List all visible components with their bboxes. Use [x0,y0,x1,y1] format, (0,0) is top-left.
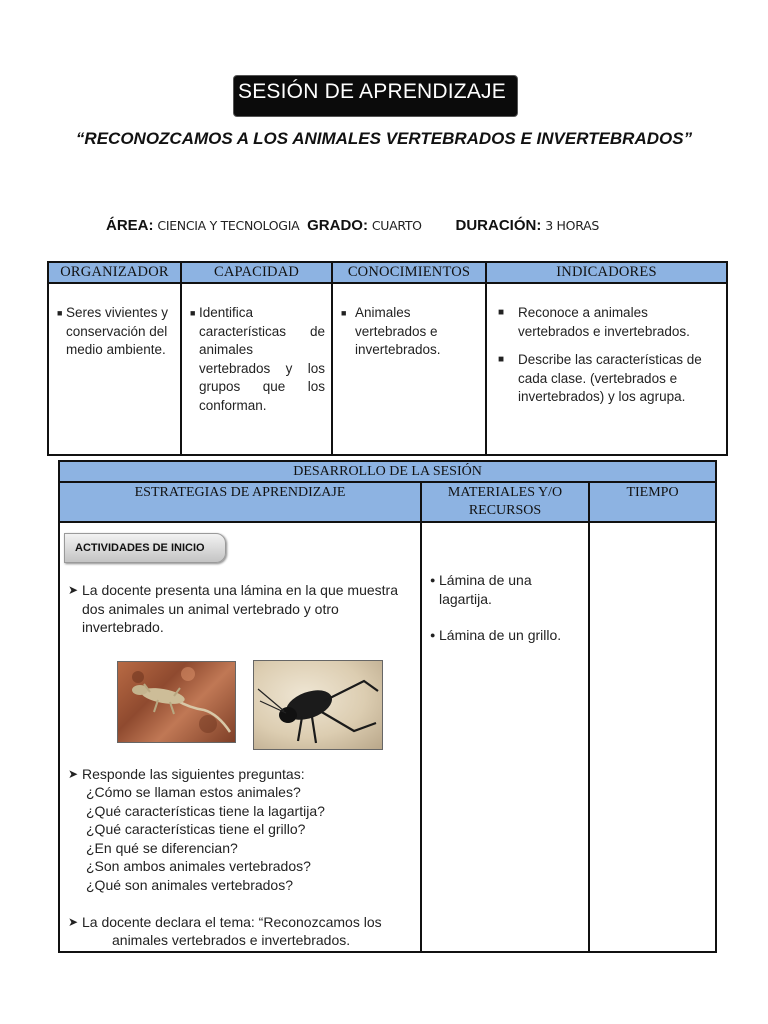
step-3-continuation: animales vertebrados e invertebrados. [112,932,351,948]
arrow-bullet-icon: ➤ [68,915,79,929]
session-development-table [58,460,717,953]
header-organizador: ORGANIZADOR [48,262,181,283]
question-item: ¿Cómo se llaman estos animales? [86,784,301,800]
step-1-text: La docente presenta una lámina en la que muestra dos animales un animal vertebrado y otro invertebrado. [82,582,398,635]
area-value: CIENCIA Y TECNOLOGIA [157,218,300,233]
session-topic-title: “RECONOZCAMOS A LOS ANIMALES VERTEBRADOS E INVERTEBRADOS” [75,129,693,148]
organizer-table [47,261,728,456]
arrow-bullet-icon: ➤ [68,583,79,597]
cricket-photo [253,660,383,750]
bullet-icon: ■ [341,308,347,318]
material-item [430,571,582,608]
session-title-banner: SESIÓN DE APRENDIZAJE [233,75,518,117]
step-2 [68,765,416,784]
material-text: Lámina de una lagartija. [439,572,532,607]
capacity-cell [181,283,332,455]
materials-cell [421,522,589,952]
material-text: Lámina de un grillo. [439,627,562,643]
header-time: TIEMPO [589,482,716,522]
cricket-illustration [254,661,382,749]
arrow-bullet-icon: ➤ [68,767,79,781]
grade-label: GRADO: [307,217,368,234]
strategies-cell [59,522,421,952]
organizer-cell [48,283,181,455]
question-item: ¿En qué se diferencian? [86,839,238,856]
development-content-row [59,522,716,952]
indicator-item [495,304,720,341]
header-conocimientos: CONOCIMIENTOS [332,262,486,283]
lizard-illustration [118,662,235,742]
development-header-row [59,482,716,522]
session-meta-line [106,217,726,234]
question-item: ¿Son ambos animales vertebrados? [86,858,311,874]
material-item [430,626,582,645]
organizer-table-header-row [48,262,727,283]
organizer-table-row [48,283,727,455]
indicator-item [495,351,720,407]
step-2-text: Responde las siguientes preguntas: [82,766,305,782]
lizard-photo [117,661,236,743]
bullet-icon: ■ [498,354,505,365]
header-strategies: ESTRATEGIAS DE APRENDIZAJE [59,482,421,522]
step-1 [68,581,416,637]
indicator-text: Describe las características de cada clase. (vertebrados e invertebrados) y los agrupa. [518,352,702,404]
question-list [60,783,420,894]
knowledge-text: Animales vertebrados e invertebrados. [355,305,441,357]
bullet-icon: ■ [190,308,196,318]
question-item: ¿Qué características tiene la lagartija? [86,802,325,819]
step-3 [68,913,416,932]
capacity-text: Identifica características de animales vertebrados y los grupos que los conforman. [199,305,325,413]
area-label: ÁREA: [106,217,154,234]
bullet-icon: ■ [498,307,505,318]
step-3-text: La docente declara el tema: “Reconozcamos los [82,914,382,930]
duration-label: DURACIÓN: [455,217,542,234]
development-title: DESARROLLO DE LA SESIÓN [59,461,716,482]
question-item: ¿Qué características tiene el grillo? [86,821,306,837]
header-capacidad: CAPACIDAD [181,262,332,283]
header-indicadores: INDICADORES [486,262,727,283]
indicator-text: Reconoce a animales vertebrados e invertebrados. [518,305,690,339]
time-cell [589,522,716,952]
question-item: ¿Qué son animales vertebrados? [86,876,293,893]
bullet-icon: ● [430,630,436,640]
header-materials: MATERIALES Y/O RECURSOS [421,482,589,522]
organizer-text: Seres vivientes y conservación del medio ambiente. [66,305,169,357]
grade-value: CUARTO [371,218,422,233]
duration-value: 3 HORAS [545,218,599,233]
start-activities-badge: ACTIVIDADES DE INICIO [64,533,226,563]
indicators-cell [486,283,727,455]
bullet-icon: ● [430,575,436,585]
development-title-row [59,461,716,482]
bullet-icon: ■ [57,308,63,318]
knowledge-cell [332,283,486,455]
